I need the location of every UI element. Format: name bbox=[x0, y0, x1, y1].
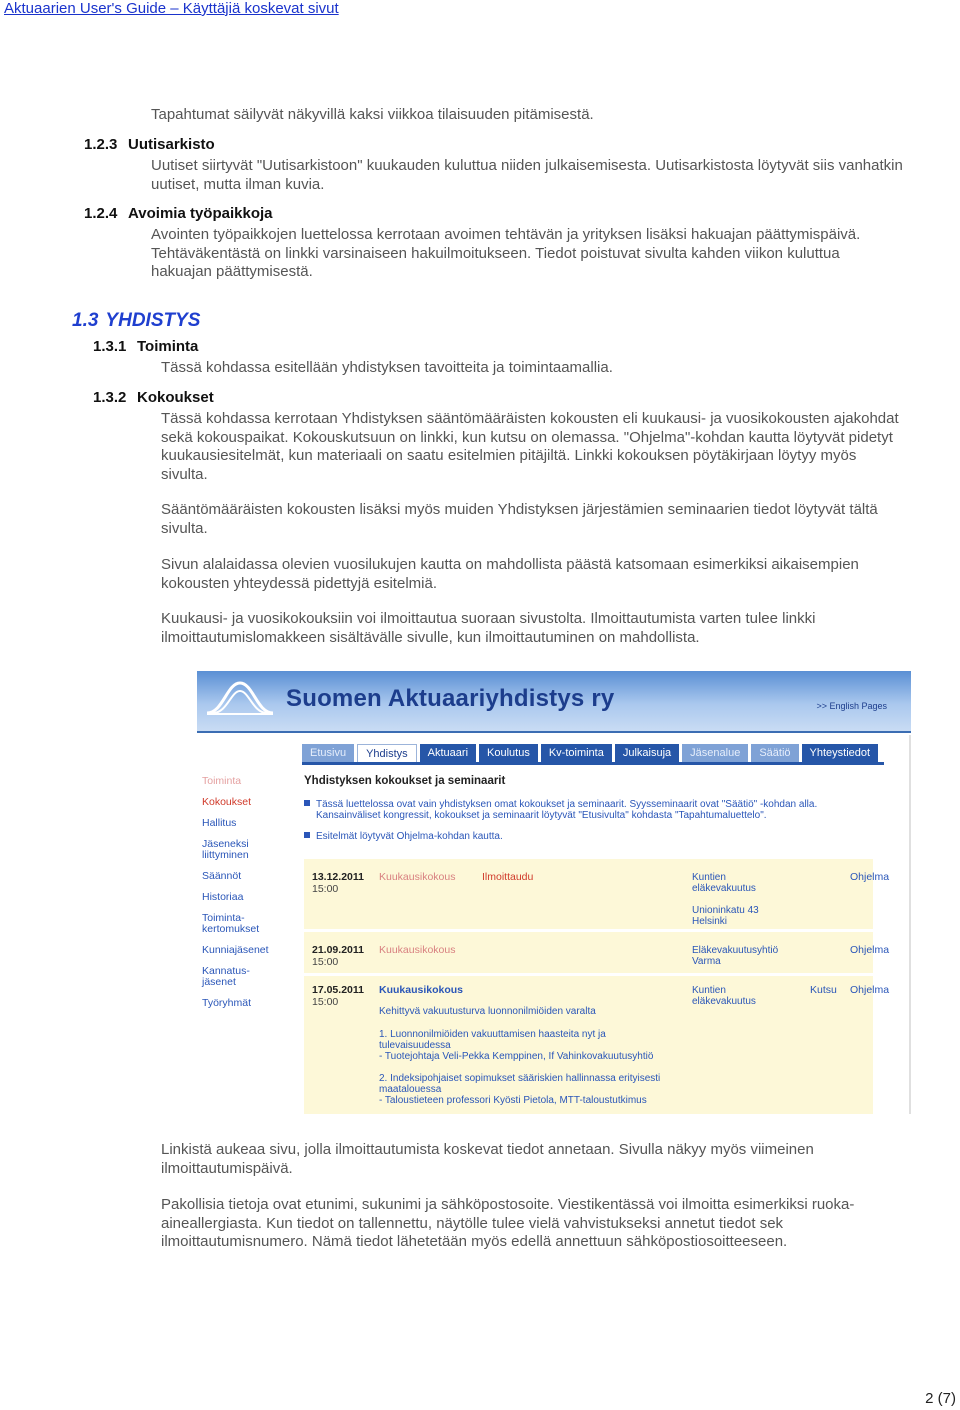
section-1-2-3-body bbox=[151, 157, 903, 194]
place-line: eläkevakuutus bbox=[692, 996, 756, 1007]
section-number: 1.2.3 bbox=[84, 136, 118, 153]
text-line: Tässä kohdassa esitellään yhdistyksen tavoitteita ja toimintaamallia. bbox=[161, 359, 613, 376]
program-link[interactable]: Ohjelma bbox=[850, 871, 890, 883]
event-address bbox=[692, 905, 759, 927]
text-line: sivulta. bbox=[161, 465, 208, 483]
side-item-kannatusjasenet[interactable]: Kannatus-jäsenet bbox=[202, 965, 250, 988]
text-line: hakuajan päättymisestä. bbox=[151, 263, 313, 280]
side-item-kokoukset[interactable]: Kokoukset bbox=[202, 796, 252, 808]
tab-etusivu[interactable]: Etusivu bbox=[302, 744, 354, 762]
section-1-3-heading bbox=[72, 310, 200, 332]
text-line: Sääntömääräisten kokousten lisäksi myös muiden Yhdistyksen järjestämien seminaarien tiedot löytyvät tältä bbox=[161, 501, 878, 518]
side-item-saannot[interactable]: Säännöt bbox=[202, 870, 242, 882]
kokoukset-paragraph-5 bbox=[161, 1141, 814, 1178]
note-line: - Tuotejohtaja Veli-Pekka Kemppinen, If Vahinkovakuutusyhtiö bbox=[379, 1051, 654, 1062]
intro-text: Tapahtumat säilyvät näkyvillä kaksi viikkoa tilaisuuden pitämisestä. bbox=[151, 106, 594, 123]
nav-underline bbox=[302, 762, 884, 765]
site-nav bbox=[302, 744, 881, 762]
text-line: Pakollisia tietoja ovat etunimi, sukunimi ja sähköpostosoite. Viestikentässä voi ilmoitta esimerkiksi ruoka- bbox=[161, 1196, 855, 1213]
place-line: Kuntien bbox=[692, 985, 726, 996]
event-type[interactable]: Kuukausikokous bbox=[379, 984, 464, 996]
site-title: Suomen Aktuaariyhdistys ry bbox=[286, 685, 615, 712]
running-header[interactable]: Aktuaarien User's Guide – Käyttäjiä koskevat sivut bbox=[4, 0, 339, 17]
place-line: eläkevakuutus bbox=[692, 883, 756, 894]
event-time: 15:00 bbox=[312, 956, 339, 968]
tab-jasenalue[interactable]: Jäsenalue bbox=[682, 744, 748, 762]
side-item-toimintakertomukset[interactable]: Toiminta-kertomukset bbox=[202, 912, 260, 935]
side-item-historiaa[interactable]: Historiaa bbox=[202, 891, 244, 903]
tab-koulutus[interactable]: Koulutus bbox=[479, 744, 538, 762]
section-1-2-4-heading bbox=[84, 205, 273, 222]
note-line: 2. Indeksipohjaiset sopimukset sääriskien hallinnassa erityisesti bbox=[379, 1073, 661, 1084]
side-item-tyoryhmat[interactable]: Työryhmät bbox=[202, 997, 252, 1009]
row-separator bbox=[304, 973, 873, 976]
section-title: Uutisarkisto bbox=[128, 136, 215, 153]
section-1-3-1-heading bbox=[93, 338, 198, 355]
note-line: - Taloustieteen professori Kyösti Pietola, MTT-taloustutkimus bbox=[379, 1095, 647, 1106]
text-line: Linkistä aukeaa sivu, jolla ilmoittautumista koskevat tiedot annetaan. Sivulla näkyy myös viimeinen bbox=[161, 1141, 814, 1158]
text-line: uutiset, mutta ilman kuvia. bbox=[151, 175, 325, 193]
events-table bbox=[304, 859, 890, 1114]
bell-curve-logo-icon bbox=[205, 679, 275, 717]
section-1-2-4-body bbox=[151, 226, 860, 282]
english-pages-link[interactable]: >> English Pages bbox=[816, 701, 887, 711]
section-1-3-2-heading bbox=[93, 389, 214, 406]
bullet-text: Esitelmät löytyvät Ohjelma-kohdan kautta. bbox=[316, 831, 503, 842]
event-date: 21.09.2011 bbox=[312, 944, 364, 956]
text-line: Sivun alalaidassa olevien vuosilukujen kautta on mahdollista päästä katsomaan esimerkiksi aikaisempien bbox=[161, 556, 859, 573]
event-date: 13.12.2011 bbox=[312, 871, 364, 883]
text-line: Uutiset siirtyvät "Uutisarkistoon" kuukauden kuluttua niiden julkaisemisesta. Uutisarkistosta löytyvät siis vanhatkin bbox=[151, 157, 903, 174]
place-line: Kuntien bbox=[692, 872, 726, 883]
section-title: YHDISTYS bbox=[105, 310, 201, 331]
section-title: Kokoukset bbox=[137, 389, 214, 406]
text-line: sivulta. bbox=[161, 519, 208, 537]
text-line: kokousten yhteydessä pidettyjä esitelmiä. bbox=[161, 574, 437, 592]
section-number: 1.2.4 bbox=[84, 205, 118, 222]
note-line: tulevaisuudessa bbox=[379, 1040, 451, 1051]
bullet-square-icon bbox=[304, 800, 310, 806]
bullet-line bbox=[304, 799, 864, 810]
place-line: Helsinki bbox=[692, 916, 728, 927]
event-place bbox=[692, 985, 756, 1007]
event-time: 15:00 bbox=[312, 996, 339, 1008]
section-title: Avoimia työpaikkoja bbox=[128, 205, 273, 222]
section-number: 1.3 bbox=[72, 310, 99, 331]
text-line: Avointen työpaikkojen luettelossa kerrotaan avoimen tehtävän ja yrityksen lisäksi hakuajan päättymispäivä. bbox=[151, 226, 861, 243]
text-line: Tehtäväkentästä on linkki varsinaiseen hakuilmoitukseen. Tiedot poistuvat sivulta kahden viikon kuluttua bbox=[151, 244, 840, 262]
side-item-hallitus[interactable]: Hallitus bbox=[202, 817, 237, 829]
text-line: ilmoittautumispäivä. bbox=[161, 1159, 293, 1177]
event-type[interactable]: Kuukausikokous bbox=[379, 871, 456, 883]
program-link[interactable]: Ohjelma bbox=[850, 984, 890, 996]
section-number: 1.3.2 bbox=[93, 389, 127, 406]
presentation-2 bbox=[379, 1073, 689, 1106]
invitation-link[interactable]: Kutsu bbox=[810, 984, 837, 996]
text-line: ilmoittautumislomakkeen sisältävälle sivulle, kun ilmoittautuminen on mahdollista. bbox=[161, 628, 700, 646]
tab-yhdistys[interactable]: Yhdistys bbox=[357, 744, 417, 763]
kokoukset-paragraph-1 bbox=[161, 410, 899, 484]
kokoukset-paragraph-4 bbox=[161, 610, 815, 647]
section-number: 1.3.1 bbox=[93, 338, 127, 355]
section-1-3-1-body bbox=[161, 359, 613, 378]
tab-yhteystiedot[interactable]: Yhteystiedot bbox=[802, 744, 879, 762]
note-line: 1. Luonnonilmiöiden vakuuttamisen haasteita nyt ja bbox=[379, 1029, 606, 1040]
place-line: Unioninkatu 43 bbox=[692, 905, 759, 916]
page-number: 2 (7) bbox=[925, 1390, 956, 1407]
right-border bbox=[909, 735, 911, 1114]
event-date: 17.05.2011 bbox=[312, 984, 364, 996]
bullet-square-icon bbox=[304, 832, 310, 838]
text-line: ilmoittautumisnumero. Nämä tiedot lähetetään myös edellä annettuun sähköpostiosoitteeseen. bbox=[161, 1233, 788, 1250]
side-item-kunniajasenet[interactable]: Kunniajäsenet bbox=[202, 944, 269, 956]
kokoukset-paragraph-2 bbox=[161, 501, 878, 538]
bullet-line: Kansainväliset kongressit, kokoukset ja seminaarit löytyvät "Etusivulta" kohdasta "Tapahtumaluettelo". bbox=[316, 810, 767, 821]
bullet-info-1 bbox=[304, 799, 864, 821]
side-menu bbox=[202, 776, 282, 1019]
text-line: Tässä kohdassa kerrotaan Yhdistyksen sääntömääräisten kokousten eli kuukausi- ja vuosikokousten ajakohdat bbox=[161, 410, 899, 427]
bullet-text: Tässä luettelossa ovat vain yhdistyksen omat kokoukset ja seminaarit. Syysseminaarit ovat "Säätiö" -kohdan alla. bbox=[316, 799, 818, 810]
text-line: kuukausiesitelmät, kun materiaali on saatu esitelmien pitäjiltä. Linkki kokouksen pöytäkirjaan löytyy myös bbox=[161, 447, 857, 464]
event-place bbox=[692, 872, 756, 894]
place-line: Varma bbox=[692, 956, 721, 967]
side-item-jaseneksi[interactable]: Jäseneksi liittyminen bbox=[202, 838, 249, 861]
tab-julkaisuja[interactable]: Julkaisuja bbox=[615, 744, 679, 762]
note-line: maatalouessa bbox=[379, 1084, 442, 1095]
event-subtitle: Kehittyvä vakuutusturva luonnonilmiöiden varalta bbox=[379, 1006, 596, 1017]
site-banner bbox=[197, 671, 911, 733]
presentation-1 bbox=[379, 1029, 689, 1062]
content-title: Yhdistyksen kokoukset ja seminaarit bbox=[304, 775, 506, 787]
event-place bbox=[692, 945, 778, 967]
program-link[interactable]: Ohjelma bbox=[850, 944, 890, 956]
text-line: Kuukausi- ja vuosikokouksiin voi ilmoittautua suoraan sivustolta. Ilmoittautumista varten tulee linkki bbox=[161, 610, 816, 627]
row-separator bbox=[304, 929, 873, 932]
tab-saatio[interactable]: Säätiö bbox=[751, 744, 798, 762]
text-line: sekä kokouspaikat. Kokouskutsuun on linkki, kun kutsu on olemassa. "Ohjelma"-kohdan kautta löytyvät pidetyt bbox=[161, 428, 893, 446]
register-link[interactable]: Ilmoittaudu bbox=[482, 871, 534, 883]
website-screenshot bbox=[197, 671, 911, 1114]
text-line: aineallergiasta. Kun tiedot on tallennettu, näytölle tulee vielä vahvistukseksi annetut tiedot sek bbox=[161, 1214, 784, 1232]
section-title: Toiminta bbox=[137, 338, 199, 355]
kokoukset-paragraph-3 bbox=[161, 556, 859, 593]
event-time: 15:00 bbox=[312, 883, 339, 895]
section-1-2-3-heading bbox=[84, 136, 215, 153]
tab-kv-toiminta[interactable]: Kv-toiminta bbox=[541, 744, 612, 762]
kokoukset-paragraph-6 bbox=[161, 1196, 854, 1252]
tab-aktuaari[interactable]: Aktuaari bbox=[420, 744, 476, 762]
side-item-toiminta[interactable]: Toiminta bbox=[202, 775, 242, 787]
event-type[interactable]: Kuukausikokous bbox=[379, 944, 456, 956]
place-line: Eläkevakuutusyhtiö bbox=[692, 945, 779, 956]
bullet-info-2 bbox=[304, 831, 864, 842]
